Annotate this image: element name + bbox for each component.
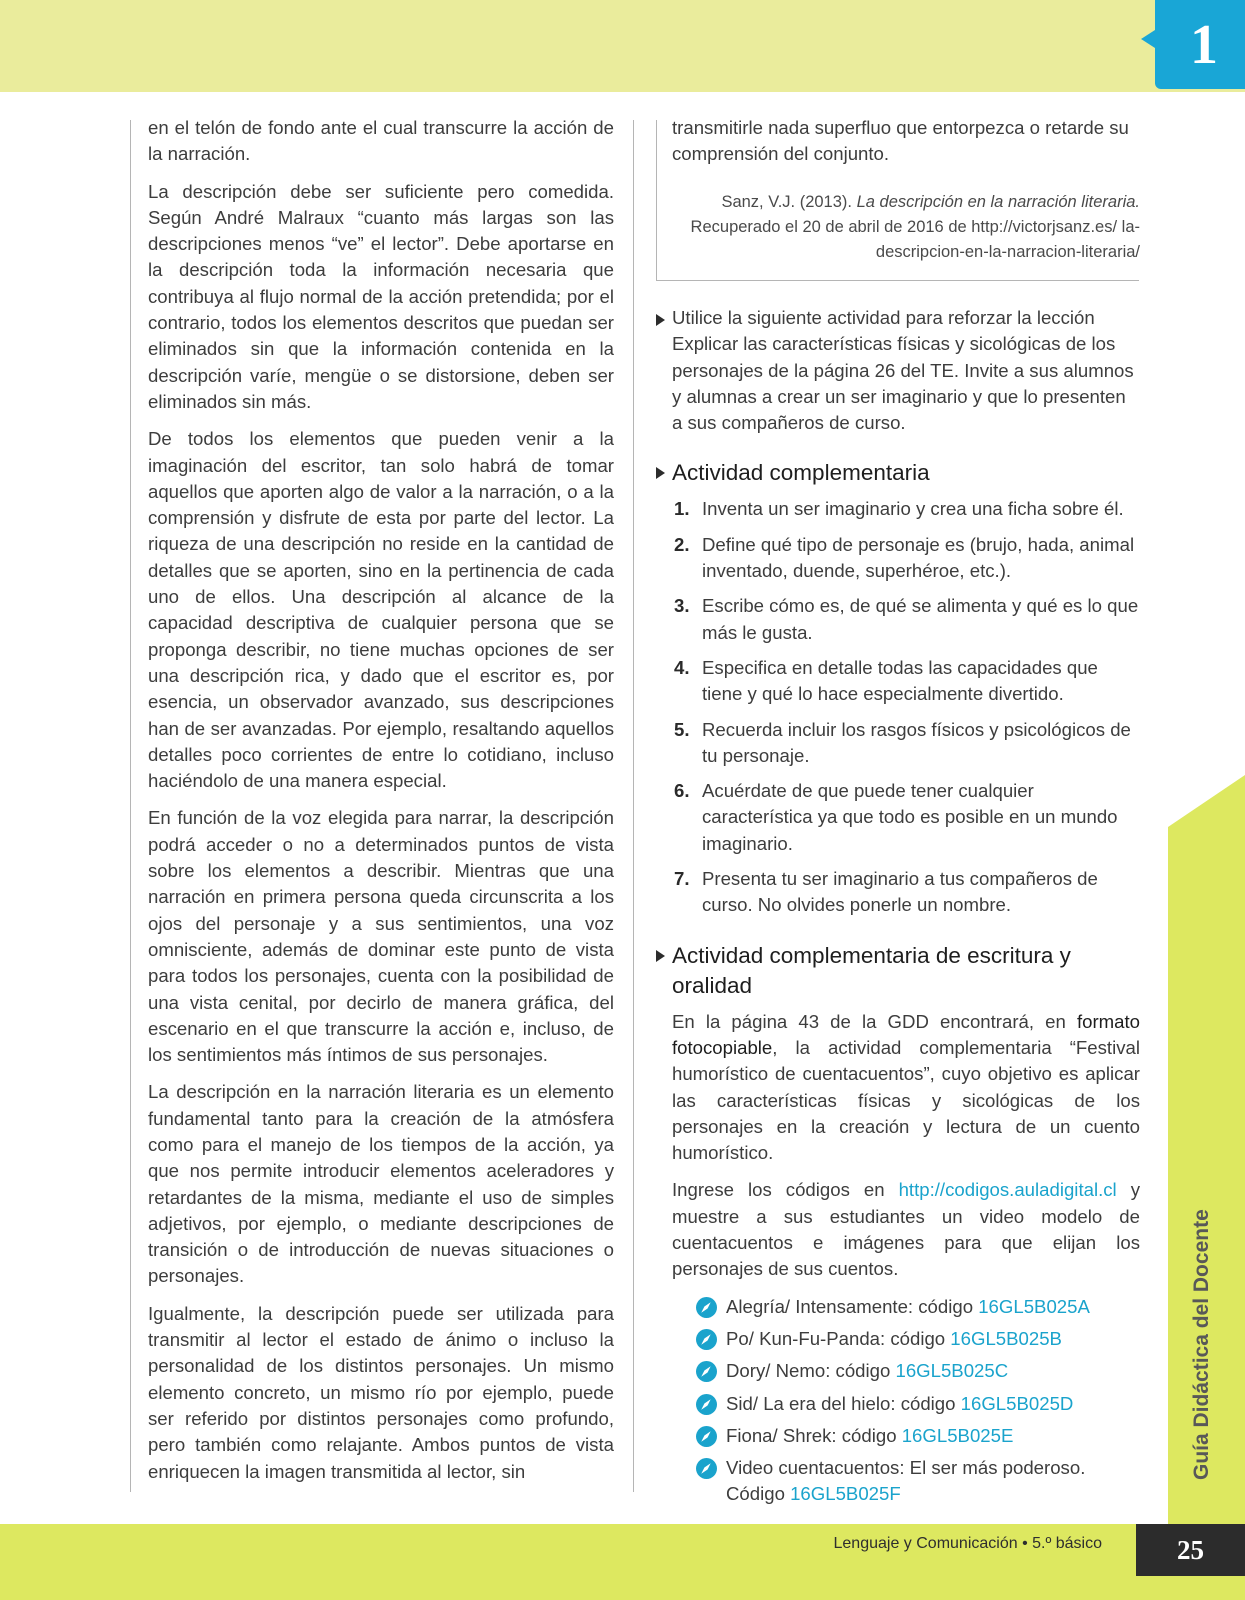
right-column — [656, 305, 1140, 1514]
code-value: 16GL5B025C — [895, 1360, 1009, 1382]
item-text: Presenta tu ser imaginario a tus compañeros de curso. No olvides ponerle un nombre. — [702, 868, 1098, 916]
rocket-icon — [696, 1361, 717, 1382]
paragraph-text: y muestre a sus estudiantes un video modelo de cuentacuentos e imágenes para que elijan los personajes de sus cuentos. — [672, 1179, 1140, 1280]
writing-activity-heading-text: Actividad complementaria de escritura y oralidad — [672, 942, 1071, 998]
code-label: Fiona/ Shrek: código — [726, 1424, 902, 1446]
header-band — [0, 0, 1245, 92]
intro-bullet — [656, 305, 1140, 436]
quote-text: transmitirle nada superfluo que entorpezca o retarde su comprensión del conjunto. — [672, 117, 1129, 165]
body-paragraph: en el telón de fondo ante el cual transcurre la acción de la narración. — [148, 117, 614, 165]
sidebar-label: Guía Didáctica del Docente — [1190, 1209, 1213, 1480]
body-paragraph: En función de la voz elegida para narrar, la descripción podrá acceder o no a determinados puntos de vista sobre los elementos a describir. Mientras que una narración en primera persona queda circunscrita a los ojos del personaje y a sus sentimientos, una voz omnisciente, además de dominar este punto de vista para todos los personajes, cuenta con la posibilidad de una vista cenital, por decirlo de manera gráfica, del escenario en el que transcurre la acción e, incluso, de los sentimientos más íntimos de sus personajes. — [148, 807, 614, 1066]
paragraph-text: Ingrese los códigos en — [672, 1179, 899, 1201]
left-column — [148, 115, 614, 1496]
item-number: 1. — [674, 498, 690, 520]
rocket-icon — [696, 1458, 717, 1479]
writing-activity-heading — [656, 941, 1140, 1001]
body-paragraph: Igualmente, la descripción puede ser utilizada para transmitir al lector el estado de ánimo o incluso la personalidad de los distintos personajes. Un mismo elemento concreto, un mismo río por ejemplo, puede ser referido por distintos personajes como profundo, pero también como relajante. Ambos puntos de vista enriquecen la imagen transmitida al lector, sin — [148, 1302, 614, 1482]
rocket-icon — [696, 1394, 717, 1415]
citation — [660, 190, 1140, 265]
body-paragraph: La descripción debe ser suficiente pero comedida. Según André Malraux “cuanto más largas son las descripciones menos “ve” el lector”. Debe aportarse en la descripción toda la información necesaria que contribuya al flujo normal de la acción pretendida; por el contrario, todos los elementos descritos que puedan ser eliminados sin que la información contenida en la descripción varíe, mengüe o se distorsione, deben ser eliminados sin más. — [148, 180, 614, 412]
code-label: Po/ Kun-Fu-Panda: código — [726, 1327, 951, 1349]
page-number — [1136, 1524, 1245, 1576]
rocket-icon — [696, 1426, 717, 1447]
rocket-icon — [696, 1297, 717, 1318]
left-column-rule — [130, 120, 131, 1492]
code-value: 16GL5B025A — [978, 1295, 1090, 1317]
item-text: Escribe cómo es, de qué se alimenta y qué es lo que más le gusta. — [702, 595, 1139, 643]
paragraph-text: En la página 43 de la GDD encontrará, en — [672, 1010, 1077, 1032]
item-text: Inventa un ser imaginario y crea una ficha sobre él. — [702, 498, 1124, 520]
citation-title: La descripción en la narración literaria. — [856, 193, 1140, 211]
quote-box-rule — [656, 120, 657, 280]
list-item — [656, 532, 1140, 585]
item-number: 4. — [674, 656, 690, 678]
code-item — [696, 1326, 1140, 1352]
activity-heading — [656, 458, 1140, 488]
item-number: 3. — [674, 595, 690, 617]
page-number-text: 25 — [1177, 1534, 1204, 1565]
code-item — [696, 1294, 1140, 1320]
citation-author: Sanz, V.J. (2013). — [721, 193, 852, 211]
code-item — [696, 1455, 1140, 1508]
photocopiable-format-text: formato fotocopiable — [672, 1010, 1140, 1058]
intro-text: Utilice la siguiente actividad para reforzar la lección Explicar las características físicas y sicológicas de los personajes de la página 26 del TE. Invite a sus alumnos y alumnas a crear un ser imaginario y que lo presenten a sus compañeros de curso. — [672, 307, 1134, 434]
item-number: 6. — [674, 780, 690, 802]
body-paragraph: La descripción en la narración literaria es un elemento fundamental tanto para la creación de la atmósfera como para el manejo de los tiempos de la acción, ya que nos permite introducir elementos aceleradores y retardantes de la misma, mediante el uso de simples adjetivos, por ejemplo, o mediante descripciones de transición o de introducción de nuevas situaciones o personajes. — [148, 1081, 614, 1287]
item-number: 5. — [674, 718, 690, 740]
code-item — [696, 1391, 1140, 1417]
item-text: Acuérdate de que puede tener cualquier característica ya que todo es posible en un mundo imaginario. — [702, 780, 1118, 854]
rocket-icon — [696, 1329, 717, 1350]
triangle-bullet-icon — [656, 314, 665, 326]
triangle-bullet-icon — [656, 467, 665, 479]
item-text: Recuerda incluir los rasgos físicos y psicológicos de tu personaje. — [702, 718, 1131, 766]
code-label: Sid/ La era del hielo: código — [726, 1392, 961, 1414]
code-item — [696, 1358, 1140, 1384]
body-paragraph: De todos los elementos que pueden venir a la imaginación del escritor, tan solo habrá de tomar aquellos que aporten algo de valor a la narración, o a la comprensión y disfrute de esta por parte del lector. La riqueza de una descripción no reside en la cantidad de detalles que se aporten, sino en la pertinencia de cada uno de ellos. Una descripción al alcance de la capacidad descriptiva de cualquier persona que se proponga describir, no tiene muchas opciones de ser una descripción rica, y dado que el escritor es, por esencia, un observador avanzado, sus descripciones han de ser avanzadas. Por ejemplo, resaltando aquellos detalles poco corrientes de entre lo cotidiano, incluso haciéndolo de una manera especial. — [148, 428, 614, 792]
code-label: Video cuentacuentos: El ser más poderoso. Código — [726, 1457, 1086, 1505]
list-item — [656, 593, 1140, 646]
code-value: 16GL5B025F — [790, 1483, 901, 1505]
code-value: 16GL5B025D — [960, 1392, 1074, 1414]
code-label: Dory/ Nemo: código — [726, 1360, 896, 1382]
codes-link[interactable]: http://codigos.auladigital.cl — [898, 1179, 1117, 1201]
list-item — [656, 778, 1140, 857]
chapter-tab — [1155, 0, 1245, 89]
list-item — [656, 866, 1140, 919]
list-item — [656, 496, 1140, 522]
triangle-bullet-icon — [656, 950, 665, 962]
footer-subject: Lenguaje y Comunicación • 5.º básico — [833, 1535, 1102, 1552]
code-item — [696, 1423, 1140, 1449]
code-list — [656, 1294, 1140, 1508]
quote-continuation — [672, 115, 1140, 168]
item-number: 7. — [674, 868, 690, 890]
list-item — [656, 717, 1140, 770]
quote-box-bottom-rule — [656, 280, 1139, 281]
item-text: Define qué tipo de personaje es (brujo, hada, animal inventado, duende, superhéroe, etc.). — [702, 533, 1135, 582]
code-value: 16GL5B025E — [901, 1424, 1014, 1446]
activity-heading-text: Actividad complementaria — [672, 460, 930, 486]
middle-column-rule — [633, 120, 634, 1492]
list-item — [656, 655, 1140, 708]
item-number: 2. — [674, 533, 690, 555]
code-label: Alegría/ Intensamente: código — [726, 1295, 979, 1317]
writing-activity-paragraph — [656, 1009, 1140, 1167]
activity-list — [656, 496, 1140, 918]
chapter-number: 1 — [1190, 13, 1218, 76]
code-value: 16GL5B025B — [950, 1327, 1062, 1349]
citation-retrieved: Recuperado el 20 de abril de 2016 de http://victorjsanz.es/ la-descripcion-en-la-narracion-literaria/ — [690, 218, 1140, 261]
paragraph-text: , la actividad complementaria “Festival humorístico de cuentacuentos”, cuyo objetivo es aplicar las características físicas y sicológicas de los personajes en la creación y lectura de un cuento humorístico. — [672, 1036, 1140, 1164]
codes-paragraph — [656, 1177, 1140, 1282]
item-text: Especifica en detalle todas las capacidades que tiene y qué lo hace especialmente divertido. — [702, 656, 1098, 705]
